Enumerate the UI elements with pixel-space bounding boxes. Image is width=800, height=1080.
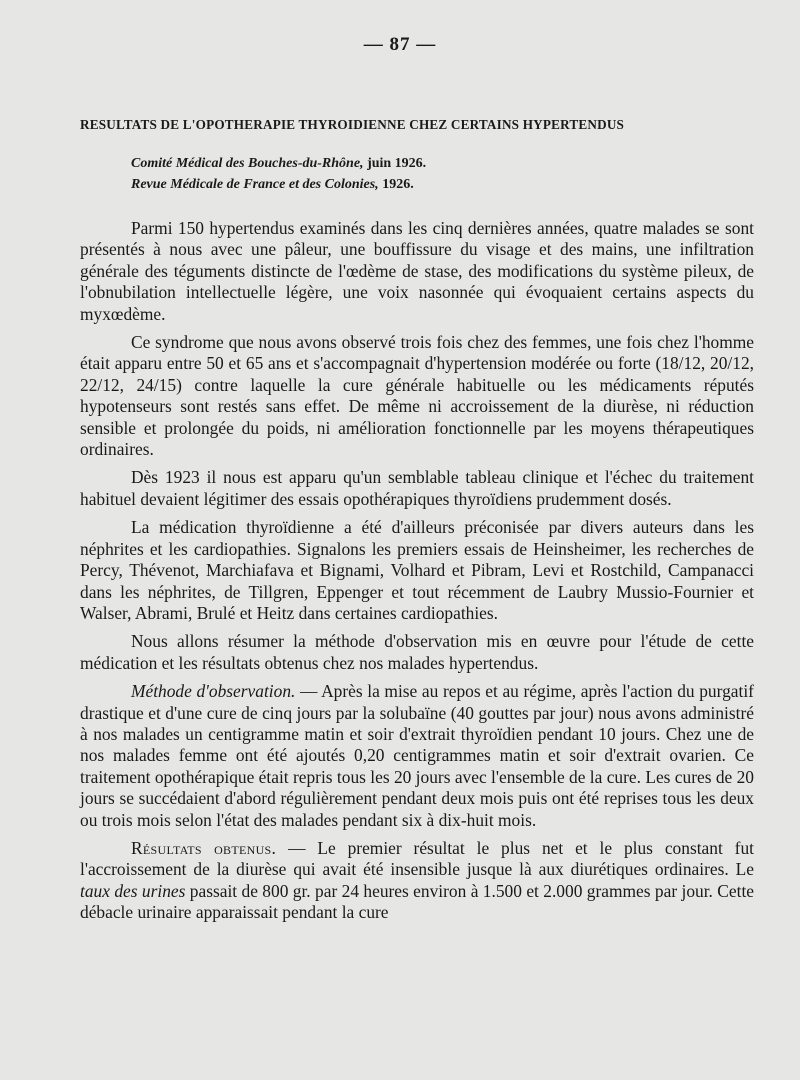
paragraph-summary: Nous allons résumer la méthode d'observation mis en œuvre pour l'étude de cette médication et les résultats obtenus chez nos malades hypertendus. [80,631,754,673]
paragraph-1923: Dès 1923 il nous est apparu qu'un semblable tableau clinique et l'échec du traitement habituel devaient légitimer des essais opothérapiques thyroïdiens prudemment dosés. [80,467,754,509]
results-emphasis: taux des urines [80,880,186,901]
reference-date: 1926. [378,177,414,192]
method-text: — Après la mise au repos et au régime, après l'action du purgatif drastique et d'une cure de cinq jours par la solubaïne (40 gouttes par jour) nous avons administré à nos malades un centigramme matin et soir d'extrait thyroïdien pendant 10 jours. Chez une de nos malades femme ont été ajoutés 0,20 centigrammes matin et soir d'extrait ovarien. Ce traitement opothérapique était repris tous les 20 jours avec l'ensemble de la cure. Les cures de 20 jours se succédaient d'abord régulièrement pendant deux mois puis ont été reprises tous les deux ou trois mois selon l'état des malades pendant six à dix-huit mois. [80,681,754,830]
paragraph-method [80,681,754,831]
article-body [80,218,754,931]
paragraph-intro: Parmi 150 hypertendus examinés dans les cinq dernières années, quatre malades se sont présentés à nous avec une pâleur, une bouffissure du visage et des mains, une infiltration générale des téguments distincte de l'œdème de stase, des modifications du système pileux, de l'obnubilation intellectuelle légère, une voix nasonnée qui évoquaient certains aspects du myxœdème. [80,218,754,324]
reference-source: Comité Médical des Bouches-du-Rhône, [131,156,364,171]
results-text-a: — Le premier résultat le plus net et le plus constant fut l'accroissement de la diurèse qui avait été insensible jusque là aux diurétiques ordinaires. Le [80,837,754,880]
method-heading: Méthode d'observation. [131,681,296,702]
paragraph-results [80,838,754,924]
reference-source: Revue Médicale de France et des Colonies, [131,177,379,192]
article-title: RESULTATS DE L'OPOTHERAPIE THYROIDIENNE CHEZ CERTAINS HYPERTENDUS [80,117,625,132]
reference-line [131,174,731,195]
paragraph-syndrome: Ce syndrome que nous avons observé trois fois chez des femmes, une fois chez l'homme était apparu entre 50 et 65 ans et s'accompagnait d'hypertension modérée ou forte (18/12, 20/12, 22/12, 24/15) contre laquelle la cure générale habituelle ou les médicaments réputés hypotenseurs sont restés sans effet. De même ni accroissement de la diurèse, ni réduction sensible et prolongée du poids, ni amélioration fonctionnelle par les moyens thérapeutiques ordinaires. [80,332,754,460]
results-heading: Résultats obtenus. [131,837,277,858]
results-text-b: passait de 800 gr. par 24 heures environ à 1.500 et 2.000 grammes par jour. Cette débacle urinaire apparaissait pendant la cure [80,880,754,923]
publication-references [131,153,731,195]
reference-date: juin 1926. [363,156,427,171]
paragraph-literature: La médication thyroïdienne a été d'ailleurs préconisée par divers auteurs dans les néphrites et les cardiopathies. Signalons les premiers essais de Heinsheimer, les recherches de Percy, Thévenot, Marchiafava et Bignami, Volhard et Pibram, Levi et Rostchild, Campanacci dans les néphrites, de Tillgren, Eppenger et tout récemment de Laubry Mussio-Fournier et Walser, Abrami, Brulé et Heitz dans certaines cardiopathies. [80,517,754,623]
page-number: — 87 — [363,34,437,55]
reference-line [131,153,731,174]
